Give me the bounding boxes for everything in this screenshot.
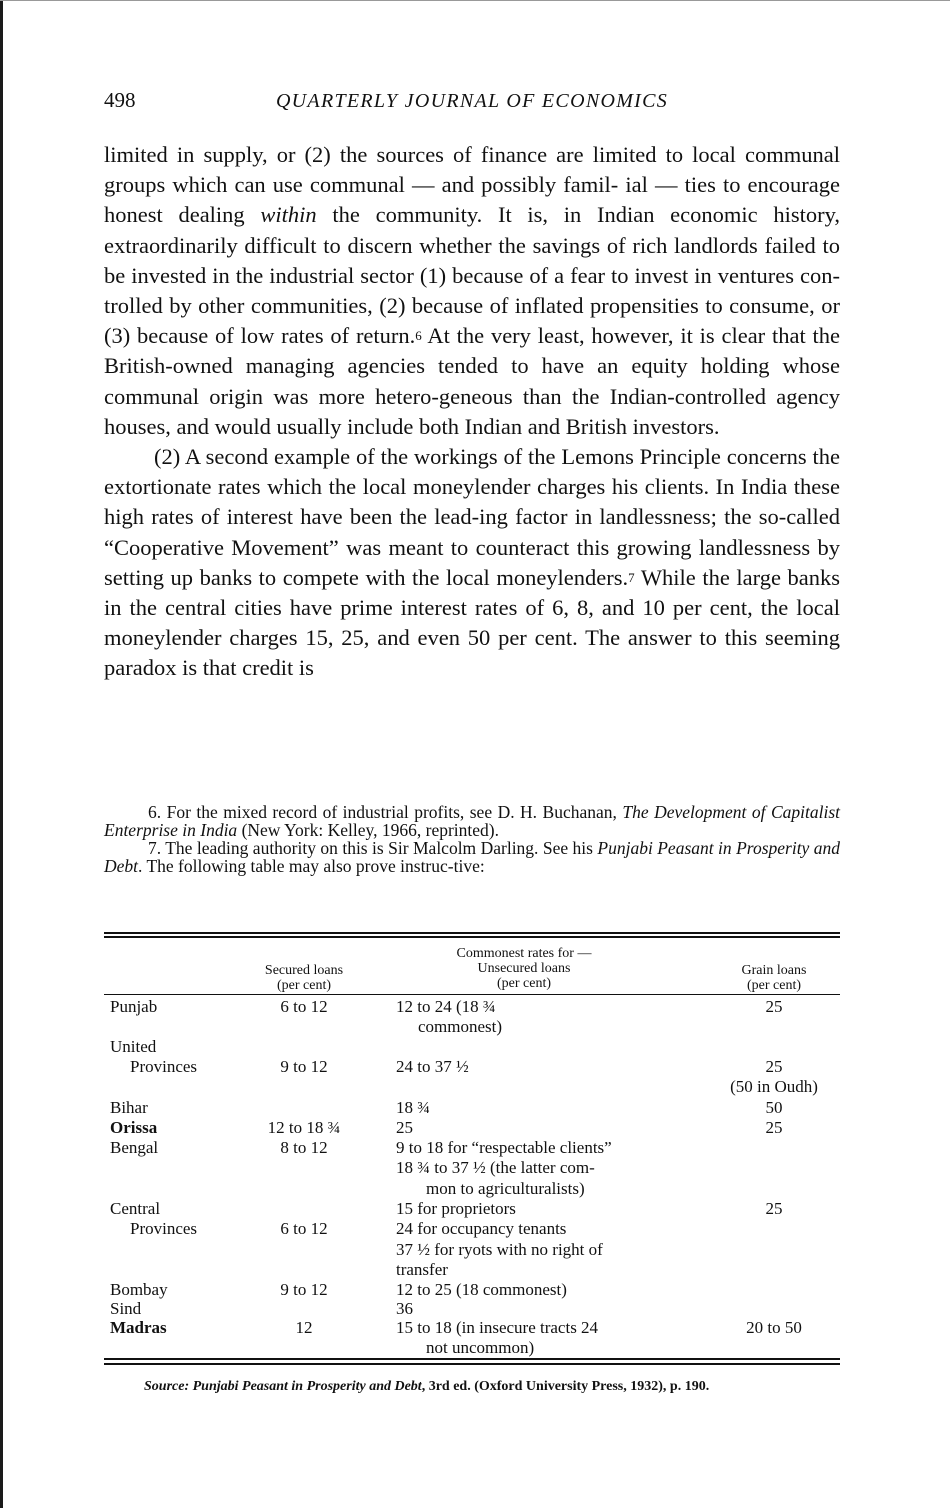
- footnote-6: [104, 803, 840, 839]
- fn7-title: Punjabi Peasant in Prosperity and Debt: [104, 838, 840, 876]
- paragraph-1: [104, 140, 840, 442]
- punjab-unsecured-line1: 12 to 24 (18 ¾: [396, 997, 496, 1016]
- page-header: [104, 88, 840, 118]
- emphasis-within: within: [260, 202, 317, 228]
- punjab-grain: 25: [765, 997, 783, 1016]
- header-secured-2: (per cent): [276, 978, 332, 993]
- region-punjab: Punjab: [110, 997, 158, 1016]
- up-secured: 9 to 12: [280, 1057, 328, 1076]
- cp-unsecured-line4: transfer: [396, 1259, 448, 1279]
- cp-unsecured-line3: 37 ½ for ryots with no right of: [396, 1239, 603, 1259]
- punjab-unsecured-line2: commonest): [418, 1017, 503, 1037]
- fn7-text-b: . The following table may also prove instruc-tive:: [138, 856, 485, 876]
- table-header-rule: [104, 994, 840, 995]
- running-head: QUARTERLY JOURNAL OF ECONOMICS: [275, 90, 669, 112]
- madras-grain: 20 to 50: [746, 1318, 802, 1337]
- page-edge: [0, 0, 3, 1508]
- cp-grain: 25: [765, 1199, 783, 1218]
- up-grain: [714, 1057, 834, 1098]
- bihar-unsecured: 18 ¾: [396, 1098, 430, 1117]
- madras-secured: 12: [295, 1318, 313, 1337]
- region-orissa: Orissa: [110, 1118, 158, 1137]
- punjab-secured: 6 to 12: [280, 997, 328, 1016]
- cp-unsecured: [396, 1199, 603, 1280]
- orissa-grain: 25: [765, 1118, 783, 1137]
- footnote-ref-7[interactable]: 7: [628, 569, 635, 585]
- bombay-secured: 9 to 12: [280, 1280, 328, 1299]
- up-region-line2: Provinces: [130, 1057, 198, 1077]
- bengal-unsecured: [396, 1138, 612, 1199]
- orissa-secured: 12 to 18 ¾: [267, 1118, 341, 1137]
- bengal-unsecured-line2: 18 ¾ to 37 ½ (the latter com-: [396, 1158, 595, 1178]
- para1-line3a: ial — ties to encourage honest dealing: [104, 172, 840, 228]
- region-bombay: Bombay: [110, 1280, 168, 1299]
- bombay-unsecured: 12 to 25 (18 commonest): [396, 1280, 567, 1299]
- header-grain-2: (per cent): [746, 978, 802, 993]
- header-unsecured-2: (per cent): [496, 976, 552, 991]
- orissa-unsecured: 25: [396, 1118, 413, 1137]
- up-grain-line1: 25: [765, 1057, 783, 1076]
- region-sind: Sind: [110, 1299, 142, 1318]
- madras-unsecured-line1: 15 to 18 (in insecure tracts 24: [396, 1318, 599, 1337]
- region-bengal: Bengal: [110, 1138, 159, 1157]
- fn7-text-a: 7. The leading authority on this is Sir Malcolm Darling. See his: [148, 838, 598, 858]
- para1-rest-a: in Indian economic history, extraordinarily difficult to discern whether the savings of rich landlords failed to be invested in the industrial sector (1) because of a fear to invest in ventures con-trolled by other communities, (2) because of inflated propensities to consume, or (3) because of low rates of return.: [104, 202, 841, 349]
- page-top-edge: [0, 0, 950, 1]
- table-top-rule: [104, 932, 840, 934]
- cp-unsecured-line1: 15 for proprietors: [396, 1199, 516, 1218]
- header-unsecured-1: Unsecured loans: [477, 961, 571, 976]
- para1-line1: limited in supply, or (2) the sources of finance are limited to local: [104, 142, 736, 167]
- sind-unsecured: 36: [396, 1299, 413, 1318]
- source-title: Punjabi Peasant in Prosperity and Debt: [192, 1379, 422, 1394]
- para1-rest-b: At the very least, however, it is clear that the British-owned managing agencies tended to have an equity holding whose communal origin was more hetero-geneous than the Indian-controlled agency houses, and would usually include both Indian and British investors.: [104, 323, 840, 439]
- fn6-text-a: 6. For the mixed record of industrial profits, see D. H. Buchanan,: [148, 802, 623, 822]
- footnote-7: [104, 839, 840, 875]
- bengal-secured: 8 to 12: [280, 1138, 328, 1157]
- para2-text-b: While the large banks in the central cities have prime interest rates of 6, 8, and 10 per cent, the local moneylender charges 15, 25, and even 50 per cent. The answer to this seeming paradox is that credit is: [104, 564, 840, 681]
- cp-region-line1: Central: [110, 1199, 161, 1218]
- interest-rate-table: [104, 932, 840, 1360]
- up-region-line1: United: [110, 1037, 157, 1056]
- body-text: [104, 140, 840, 684]
- paragraph-2: [104, 442, 840, 684]
- madras-unsecured: [396, 1318, 598, 1359]
- source-rest: , 3rd ed. (Oxford University Press, 1932), p. 190.: [421, 1379, 710, 1394]
- up-grain-line2: (50 in Oudh): [730, 1077, 818, 1097]
- cp-unsecured-line2: 24 for occupancy tenants: [396, 1219, 567, 1239]
- madras-unsecured-line2: not uncommon): [426, 1338, 535, 1358]
- fn6-text-b: (New York: Kelley, 1966, reprinted).: [237, 820, 499, 840]
- fn6-title: The Development of Capitalist Enterprise in India: [104, 802, 840, 840]
- source-label: Source:: [144, 1379, 190, 1394]
- page-number: 498: [104, 88, 136, 112]
- bengal-unsecured-line3: mon to agriculturalists): [426, 1178, 585, 1198]
- header-secured-1: Secured loans: [264, 963, 344, 978]
- region-central-provinces: [110, 1199, 197, 1240]
- footnotes: [104, 803, 840, 875]
- footnote-ref-6[interactable]: 6: [415, 328, 422, 344]
- bengal-unsecured-line1: 9 to 18 for “respectable clients”: [396, 1138, 612, 1157]
- region-bihar: Bihar: [110, 1098, 148, 1117]
- cp-secured: 6 to 12: [280, 1219, 328, 1238]
- punjab-unsecured: [396, 997, 502, 1038]
- para2-text-a: (2) A second example of the workings of the Lemons Principle concerns the extortionate rates which the local moneylender charges his clients. In India these high rates of interest have been the lead-ing factor in landlessness; the so-called “Cooperative Movement” was meant to counteract this growing landlessness by setting up banks to compete with the local moneylenders.: [104, 444, 840, 590]
- header-group-label: Commonest rates for —: [456, 946, 592, 961]
- table-top-rule-2: [104, 936, 840, 938]
- bihar-grain: 50: [765, 1098, 783, 1117]
- table-bottom-rule: [104, 1358, 840, 1360]
- region-madras: Madras: [110, 1318, 167, 1337]
- table-source-note: [104, 1379, 840, 1395]
- header-grain-1: Grain loans: [741, 963, 807, 978]
- para1-line3b: the community. It is,: [316, 202, 549, 228]
- cp-region-line2: Provinces: [130, 1219, 198, 1239]
- up-unsecured: 24 to 37 ½: [396, 1057, 469, 1076]
- table-bottom-rule-2: [104, 1363, 840, 1365]
- para1-line2: communal groups which can use communal — and possibly famil-: [104, 142, 841, 198]
- region-united-provinces: [110, 1037, 197, 1078]
